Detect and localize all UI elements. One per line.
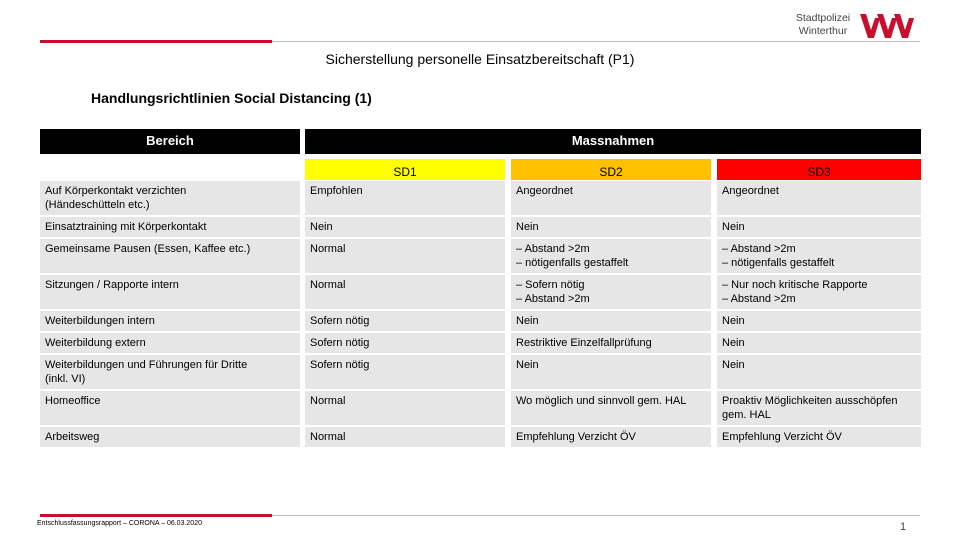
cell-sd1 xyxy=(305,427,505,447)
cell-sd1 xyxy=(305,275,505,309)
cell-text: Angeordnet xyxy=(722,185,779,197)
cell-text: Restriktive Einzelfallprüfung xyxy=(516,337,652,349)
cell-text: Empfehlung Verzicht ÖV xyxy=(722,431,842,443)
cell-sd1 xyxy=(305,355,505,389)
cell-sd3 xyxy=(717,311,921,331)
cell-sd3 xyxy=(717,391,921,425)
cell-text: Proaktiv Möglichkeiten ausschöpfen xyxy=(722,395,898,407)
cell-bereich xyxy=(40,391,300,425)
cell-text: Nein xyxy=(516,315,539,327)
header-massnahmen: Massnahmen xyxy=(305,129,921,154)
cell-text: (Händeschütteln etc.) xyxy=(45,199,150,211)
cell-sd2 xyxy=(511,239,711,273)
cell-text: Nein xyxy=(722,315,745,327)
cell-text: Weiterbildungen intern xyxy=(45,315,155,327)
header-bereich: Bereich xyxy=(40,129,300,154)
cell-text: Empfehlung Verzicht ÖV xyxy=(516,431,636,443)
cell-sd3 xyxy=(717,217,921,237)
cell-text: gem. HAL xyxy=(722,409,771,421)
cell-sd1 xyxy=(305,391,505,425)
stadtpolizei-logo xyxy=(792,12,920,40)
cell-sd3 xyxy=(717,427,921,447)
cell-sd3 xyxy=(717,275,921,309)
cell-text: Sofern nötig xyxy=(310,315,370,327)
cell-bereich xyxy=(40,181,300,215)
header-accent-line xyxy=(40,40,272,43)
cell-text: Weiterbildungen und Führungen für Dritte xyxy=(45,359,248,371)
cell-text: Weiterbildung extern xyxy=(45,337,146,349)
cell-sd2 xyxy=(511,217,711,237)
cell-sd1 xyxy=(305,181,505,215)
table-row xyxy=(40,275,921,309)
cell-text: – Sofern nötig xyxy=(516,279,585,291)
cell-text: – Abstand >2m xyxy=(722,243,796,255)
cell-text: Nein xyxy=(722,359,745,371)
cell-text: – Abstand >2m xyxy=(516,293,590,305)
cell-bereich xyxy=(40,355,300,389)
cell-sd1 xyxy=(305,333,505,353)
table-row xyxy=(40,217,921,237)
cell-text: Empfohlen xyxy=(310,185,363,197)
cell-text: Nein xyxy=(722,221,745,233)
cell-text: Normal xyxy=(310,243,346,255)
cell-text: Sofern nötig xyxy=(310,359,370,371)
cell-text: Normal xyxy=(310,431,346,443)
cell-sd2 xyxy=(511,391,711,425)
cell-text: – Abstand >2m xyxy=(722,293,796,305)
footer-accent-line xyxy=(40,514,272,517)
cell-text: Einsatztraining mit Körperkontakt xyxy=(45,221,207,233)
table-row xyxy=(40,427,921,447)
cell-sd2 xyxy=(511,275,711,309)
cell-text: Sofern nötig xyxy=(310,337,370,349)
table-row xyxy=(40,181,921,215)
logo-mark-icon xyxy=(860,12,916,40)
cell-text: Normal xyxy=(310,279,346,291)
level-sd3: SD3 xyxy=(717,159,921,180)
cell-text: Nein xyxy=(722,337,745,349)
cell-text: Nein xyxy=(516,221,539,233)
section-subtitle: Handlungsrichtlinien Social Distancing (1) xyxy=(91,90,372,106)
cell-text: (inkl. VI) xyxy=(45,373,86,385)
cell-bereich xyxy=(40,239,300,273)
cell-bereich xyxy=(40,333,300,353)
page-title: Sicherstellung personelle Einsatzbereitschaft (P1) xyxy=(325,51,635,67)
footer-divider xyxy=(272,515,920,516)
level-sd1: SD1 xyxy=(305,159,505,180)
table-row xyxy=(40,311,921,331)
cell-sd1 xyxy=(305,239,505,273)
cell-text: Nein xyxy=(516,359,539,371)
cell-text: – nötigenfalls gestaffelt xyxy=(516,257,629,269)
cell-bereich xyxy=(40,427,300,447)
cell-text: Angeordnet xyxy=(516,185,573,197)
cell-text: Sitzungen / Rapporte intern xyxy=(45,279,179,291)
logo-text xyxy=(792,12,854,38)
cell-sd2 xyxy=(511,355,711,389)
cell-bereich xyxy=(40,217,300,237)
table-row xyxy=(40,239,921,273)
cell-text: Wo möglich und sinnvoll gem. HAL xyxy=(516,395,687,407)
cell-sd1 xyxy=(305,217,505,237)
cell-text: Arbeitsweg xyxy=(45,431,100,443)
cell-text: – Abstand >2m xyxy=(516,243,590,255)
cell-text: – Nur noch kritische Rapporte xyxy=(722,279,868,291)
logo-line-1: Stadtpolizei xyxy=(795,12,851,24)
cell-text: Homeoffice xyxy=(45,395,101,407)
cell-sd2 xyxy=(511,333,711,353)
cell-sd2 xyxy=(511,181,711,215)
cell-text: Gemeinsame Pausen (Essen, Kaffee etc.) xyxy=(45,243,251,255)
cell-text: Normal xyxy=(310,395,346,407)
cell-text: Auf Körperkontakt verzichten xyxy=(45,185,187,197)
cell-sd3 xyxy=(717,355,921,389)
cell-sd2 xyxy=(511,311,711,331)
header-divider xyxy=(272,41,920,42)
footer-text: Entschlussfassungsrapport – CORONA – 06.03.2020 xyxy=(37,520,202,527)
cell-sd3 xyxy=(717,181,921,215)
cell-bereich xyxy=(40,275,300,309)
cell-sd2 xyxy=(511,427,711,447)
cell-sd3 xyxy=(717,333,921,353)
table-row xyxy=(40,355,921,389)
cell-sd1 xyxy=(305,311,505,331)
page-number: 1 xyxy=(899,521,907,533)
level-sd2: SD2 xyxy=(511,159,711,180)
cell-bereich xyxy=(40,311,300,331)
cell-text: Nein xyxy=(310,221,333,233)
cell-sd3 xyxy=(717,239,921,273)
table-row xyxy=(40,391,921,425)
logo-line-2: Winterthur xyxy=(798,25,848,37)
table-row xyxy=(40,333,921,353)
cell-text: – nötigenfalls gestaffelt xyxy=(722,257,835,269)
